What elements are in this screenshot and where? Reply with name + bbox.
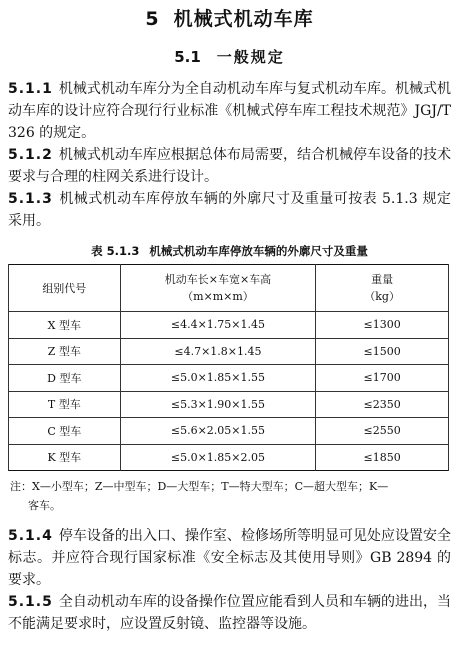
clause-5-1-4 <box>8 525 451 591</box>
cell-dims: ≤4.7×1.8×1.45 <box>120 338 316 365</box>
clause-text: 机械式机动车库应根据总体布局需要，结合机械停车设备的技术要求与合理的柱网关系进行设计。 <box>8 147 451 185</box>
clause-number: 5.1.5 <box>8 594 53 610</box>
table-row <box>9 312 449 339</box>
cell-dims: ≤5.0×1.85×2.05 <box>120 444 316 471</box>
clause-5-1-5 <box>8 591 451 635</box>
cell-weight: ≤1850 <box>316 444 449 471</box>
header-group: 组别代号 <box>9 265 121 312</box>
table-row <box>9 365 449 392</box>
clause-text: 机械式机动车库分为全自动机动车库与复式机动车库。机械式机动车库的设计应符合现行行业标准《机械式停车库工程技术规范》JGJ/T 326 的规定。 <box>8 81 451 141</box>
chapter-number: 5 <box>145 8 160 30</box>
table-header-row <box>9 265 449 312</box>
section-title <box>8 46 451 68</box>
clause-number: 5.1.4 <box>8 528 53 544</box>
cell-weight: ≤2350 <box>316 391 449 418</box>
vehicle-spec-table <box>8 264 449 471</box>
table-caption <box>8 242 451 260</box>
clause-number: 5.1.3 <box>8 191 53 207</box>
table-note-line2: 客车。 <box>28 499 61 512</box>
clause-5-1-3 <box>8 188 451 232</box>
cell-weight: ≤1500 <box>316 338 449 365</box>
section-title-text: 一般规定 <box>216 48 285 66</box>
table-note <box>8 477 451 515</box>
header-weight: 重量 （kg） <box>316 265 449 312</box>
clause-text: 机械式机动车库停放车辆的外廓尺寸及重量可按表 5.1.3 规定采用。 <box>8 191 451 229</box>
table-row <box>9 444 449 471</box>
table-note-line1: 注：X—小型车；Z—中型车；D—大型车；T—特大型车；C—超大型车；K— <box>10 480 389 493</box>
cell-group: T 型车 <box>9 391 121 418</box>
cell-group: X 型车 <box>9 312 121 339</box>
cell-group: Z 型车 <box>9 338 121 365</box>
cell-group: D 型车 <box>9 365 121 392</box>
table-caption-text: 机械式机动车库停放车辆的外廓尺寸及重量 <box>149 244 368 258</box>
cell-dims: ≤5.0×1.85×1.55 <box>120 365 316 392</box>
table-row <box>9 391 449 418</box>
clause-number: 5.1.2 <box>8 147 53 163</box>
cell-weight: ≤1700 <box>316 365 449 392</box>
table-row <box>9 418 449 445</box>
document-page <box>0 6 459 661</box>
header-dims: 机动车长×车宽×车高 （m×m×m） <box>120 265 316 312</box>
table-row <box>9 338 449 365</box>
table-number: 表 5.1.3 <box>91 244 140 258</box>
section-number: 5.1 <box>174 48 201 66</box>
cell-dims: ≤5.6×2.05×1.55 <box>120 418 316 445</box>
clause-text: 停车设备的出入口、操作室、检修场所等明显可见处应设置安全标志。并应符合现行国家标准《安全标志及其使用导则》GB 2894 的要求。 <box>8 528 451 588</box>
clause-number: 5.1.1 <box>8 81 53 97</box>
cell-dims: ≤5.3×1.90×1.55 <box>120 391 316 418</box>
clauses-top <box>8 78 451 232</box>
clauses-bottom <box>8 525 451 635</box>
cell-group: C 型车 <box>9 418 121 445</box>
clause-5-1-2 <box>8 144 451 188</box>
cell-weight: ≤2550 <box>316 418 449 445</box>
cell-group: K 型车 <box>9 444 121 471</box>
cell-weight: ≤1300 <box>316 312 449 339</box>
clause-5-1-1 <box>8 78 451 144</box>
clause-text: 全自动机动车库的设备操作位置应能看到人员和车辆的进出，当不能满足要求时，应设置反射镜、监控器等设施。 <box>8 594 451 632</box>
cell-dims: ≤4.4×1.75×1.45 <box>120 312 316 339</box>
chapter-title <box>8 6 451 32</box>
chapter-title-text: 机械式机动车库 <box>173 8 314 30</box>
